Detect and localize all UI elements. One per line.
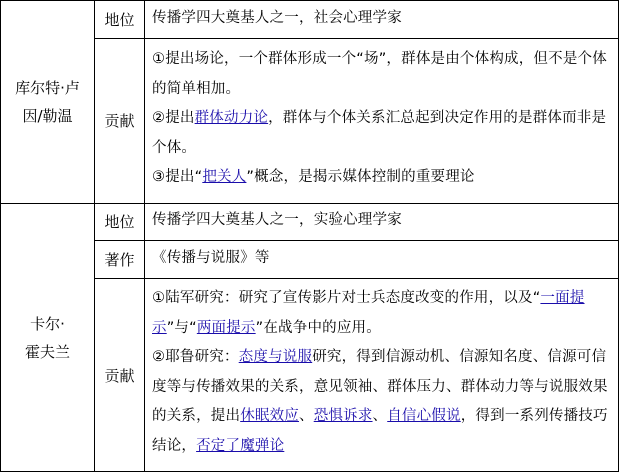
works-text: 《传播与说服》等 [152, 250, 270, 266]
contribution-paragraph: ①提出场论，一个群体形成一个“场”，群体是由个体构成，但不是个体的简单相加。 [152, 51, 607, 97]
person-name-cell [1, 1, 94, 203]
contribution-paragraph: ①陆军研究：研究了宣传影片对士兵态度改变的作用，以及“一面提示”与“两面提示”在战争中的应用。 [152, 290, 585, 336]
link-two-sided-message[interactable]: 两面提示 [196, 319, 256, 336]
table-border-bottom [0, 471, 619, 472]
column-divider [94, 0, 95, 472]
person-name-line: 因/勒温 [22, 107, 73, 125]
link-attitude-persuasion[interactable]: 态度与说服 [238, 349, 313, 365]
position-text: 传播学四大奠基人之一，社会心理学家 [152, 10, 402, 26]
table-border-right [618, 0, 619, 472]
link-group-dynamics[interactable]: 群体动力论 [194, 110, 269, 126]
label-works: 著作 [104, 251, 135, 269]
contribution-text [152, 284, 614, 461]
label-contribution: 贡献 [104, 112, 135, 130]
position-text: 传播学四大奠基人之一，实验心理学家 [152, 212, 402, 228]
column-divider [144, 0, 145, 472]
contribution-text [152, 45, 614, 193]
link-self-confidence-hypothesis[interactable]: 自信心假说 [387, 408, 461, 424]
link-sleeper-effect[interactable]: 休眠效应 [240, 408, 300, 424]
label-position: 地位 [104, 11, 135, 29]
row-divider [94, 278, 619, 279]
contribution-paragraph: ②耶鲁研究：态度与说服研究，得到信源动机、信源知名度、信源可信度等与传播效果的关系，意见领袖、群体压力、群体动力等与说服效果的关系，提出休眠效应、恐惧诉求、自信心假说，得到一系列传播技巧结论，否定了魔弹论 [152, 349, 608, 454]
link-gatekeeper[interactable]: 把关人 [202, 169, 247, 185]
person-name-line: 库尔特·卢 [15, 79, 80, 97]
row-divider [94, 240, 619, 241]
person-name-cell [1, 204, 94, 471]
label-contribution: 贡献 [104, 367, 135, 385]
link-magic-bullet-rejected[interactable]: 否定了魔弹论 [196, 437, 285, 454]
label-position: 地位 [104, 213, 135, 231]
person-name-line: 霍夫兰 [24, 342, 70, 361]
link-fear-appeal[interactable]: 恐惧诉求 [313, 408, 373, 424]
row-divider [94, 38, 619, 39]
person-name-line: 卡尔· [30, 314, 65, 333]
link-one-sided-message[interactable]: 一面提示 [152, 290, 585, 336]
contribution-paragraph: ③提出“把关人”概念，是揭示媒体控制的重要理论 [152, 169, 475, 185]
contribution-paragraph: ②提出群体动力论，群体与个体关系汇总起到决定作用的是群体而非是个体。 [152, 110, 607, 156]
